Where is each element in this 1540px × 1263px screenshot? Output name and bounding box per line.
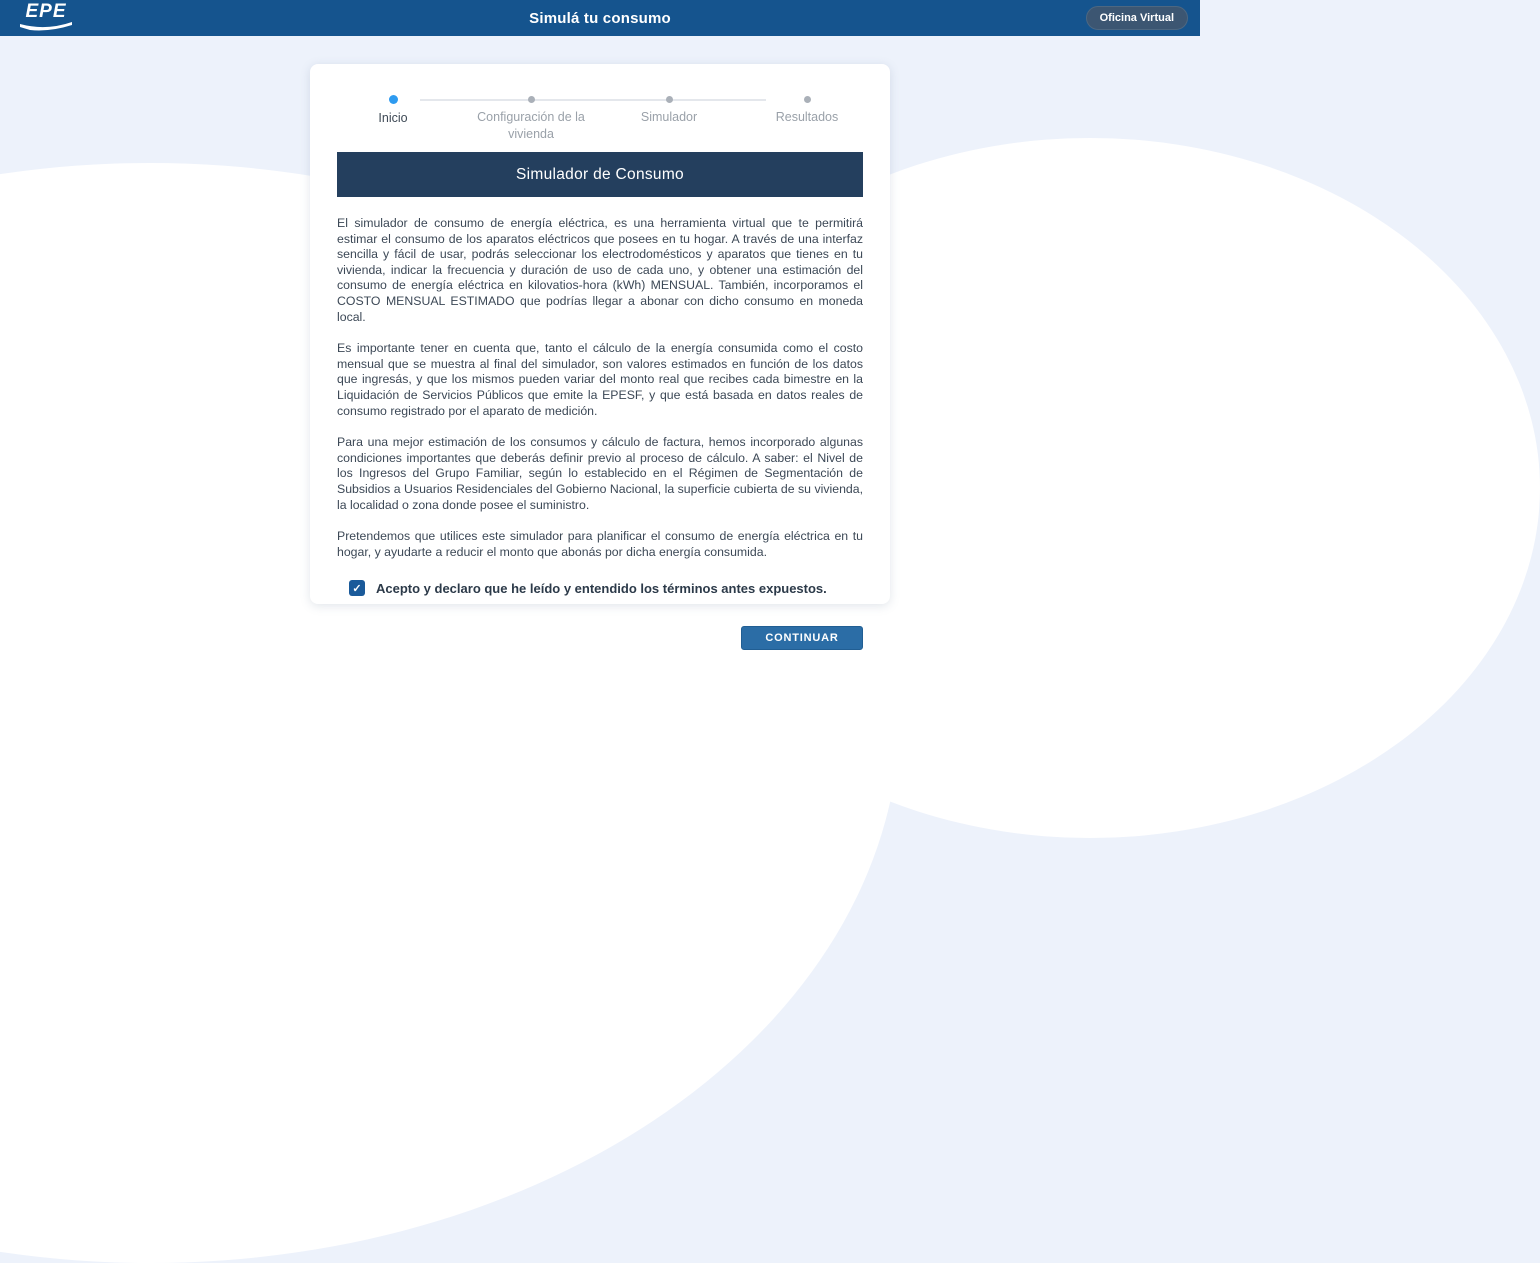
- stepper-step-label: Resultados: [775, 110, 839, 124]
- stepper-dot: [666, 96, 673, 103]
- intro-paragraph-1: El simulador de consumo de energía eléctrica, es una herramienta virtual que te permitirá estimar el consumo de los aparatos eléctricos que posees en tu hogar. A través de una interfaz sencilla y fácil de usar, podrás seleccionar los electrodomésticos y aparatos que tienes en tu vivienda, indicar la frecuencia y duración de uso de cada uno, y obtener una estimación del consumo de energía eléctrica en kilovatios-hora (kWh) MENSUAL. También, incorporamos el COSTO MENSUAL ESTIMADO que podrías llegar a abonar con dicho consumo en moneda local.: [337, 216, 863, 324]
- stepper-step-simulador[interactable]: [600, 78, 738, 143]
- terms-checkbox[interactable]: [349, 580, 365, 596]
- section-banner: [337, 152, 863, 197]
- check-icon: ✓: [352, 582, 362, 595]
- stepper-step-label: Inicio: [378, 111, 408, 125]
- stepper-step-configuracion[interactable]: [462, 78, 600, 143]
- stepper-dot-active: [389, 95, 398, 104]
- stepper-dot: [804, 96, 811, 103]
- actions-row: [337, 626, 863, 650]
- epe-logo-text: EPE: [25, 1, 67, 22]
- stepper-step-inicio[interactable]: [324, 78, 462, 143]
- continue-button[interactable]: CONTINUAR: [741, 626, 863, 650]
- content-card: [310, 64, 890, 645]
- top-bar: [0, 0, 1200, 36]
- intro-text: [337, 216, 863, 560]
- epe-logo[interactable]: [20, 2, 72, 31]
- intro-paragraph-2: Es importante tener en cuenta que, tanto el cálculo de la energía consumida como el costo mensual que se muestra al final del simulador, son valores estimados en función de los datos que ingresás, y que los mismos pueden variar del monto real que recibes cada bimestre en la Liquidación de Servicios Públicos que emite la EPESF, y que está basada en datos reales de consumo registrado por el aparato de medición.: [337, 341, 863, 418]
- terms-checkbox-label[interactable]: Acepto y declaro que he leído y entendido los términos antes expuestos.: [376, 580, 827, 596]
- page-title: Simulá tu consumo: [529, 9, 671, 27]
- stepper-step-label: Simulador: [640, 110, 698, 124]
- intro-paragraph-4: Pretendemos que utilices este simulador para planificar el consumo de energía eléctrica en tu hogar, y ayudarte a reducir el monto que abonás por dicha energía consumida.: [337, 529, 863, 559]
- oficina-virtual-button[interactable]: Oficina Virtual: [1086, 6, 1188, 30]
- intro-paragraph-3: Para una mejor estimación de los consumos y cálculo de factura, hemos incorporado algunas condiciones importantes que deberás definir previo al proceso de cálculo. A saber: el Nivel de los Ingresos del Grupo Familiar, según lo establecido en el Régimen de Segmentación de Subsidios a Usuarios Residenciales del Gobierno Nacional, la superficie cubierta de su vivienda, la localidad o zona donde posee el suministro.: [337, 435, 863, 512]
- terms-acceptance-row: [349, 580, 863, 596]
- stepper-step-resultados[interactable]: [738, 78, 876, 143]
- section-banner-title: Simulador de Consumo: [516, 165, 684, 183]
- logo-swoosh-icon: [20, 22, 72, 31]
- stepper-dot: [528, 96, 535, 103]
- stepper-step-label: Configuración de la vivienda: [477, 110, 585, 141]
- stepper: [324, 78, 876, 140]
